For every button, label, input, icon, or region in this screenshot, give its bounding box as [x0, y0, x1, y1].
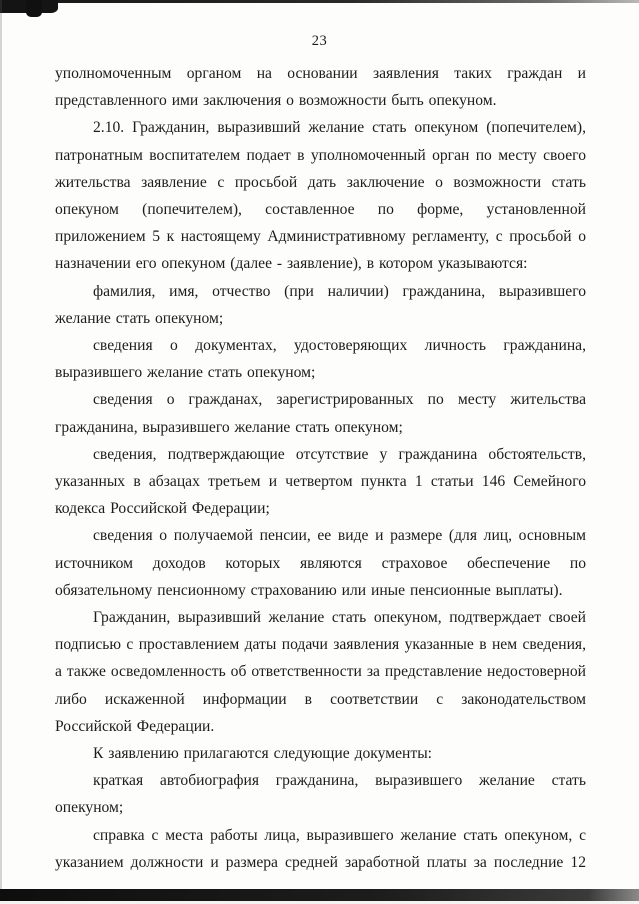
document-body: [55, 60, 586, 876]
scan-artifact-top-left-mark: [26, 0, 42, 17]
paragraph: сведения о гражданах, зарегистрированных по месту жительства гражданина, выразившего желание стать опекуном;: [55, 391, 586, 436]
page-number: 23: [311, 33, 328, 49]
paragraph: краткая автобиография гражданина, выразившего желание стать опекуном;: [55, 772, 586, 817]
paragraph: сведения о документах, удостоверяющих личность гражданина, выразившего желание стать опекуном;: [55, 337, 586, 382]
scan-artifact-bottom-edge: [0, 889, 639, 901]
scan-artifact-left-shadow: [0, 0, 2, 904]
paragraph: сведения, подтверждающие отсутствие у гражданина обстоятельств, указанных в абзацах третьем и четвертом пункта 1 статьи 146 Семейного кодекса Российской Федерации;: [55, 445, 586, 518]
scan-artifact-top-edge: [0, 0, 639, 3]
paragraph: К заявлению прилагаются следующие документы:: [93, 745, 433, 763]
paragraph: 2.10. Гражданин, выразивший желание стать опекуном (попечителем), патронатным воспитателем подает в уполномоченный орган по месту своего жительства заявление с просьбой дать заключение о возможности стать опекуном (попечителем), составленное по форме, установленной приложением 5 к настоящему Административному регламенту, с просьбой о назначении его опекуном (далее - заявление), в котором указываются:: [55, 119, 586, 273]
paragraph: сведения о получаемой пенсии, ее виде и размере (для лиц, основным источником доходов которых являются страховое обеспечение по обязательному пенсионному страхованию или иные пенсионные выплаты).: [55, 527, 586, 599]
paragraph: фамилия, имя, отчество (при наличии) гражданина, выразившего желание стать опекуном;: [55, 282, 586, 327]
paragraph: уполномоченным органом на основании заявления таких граждан и представленного ими заключения о возможности быть опекуном.: [55, 65, 586, 110]
paragraph: справка с места работы лица, выразившего желание стать опекуном, с указанием должности и размера средней заработной платы за последние 12: [55, 826, 586, 871]
paragraph: Гражданин, выразивший желание стать опекуном, подтверждает своей подписью с проставлением даты подачи заявления указанные в нем сведения, а также осведомленность об ответственности за представление недостоверной либо искаженной информации в соответствии с законодательством Российской Федерации.: [55, 609, 586, 735]
